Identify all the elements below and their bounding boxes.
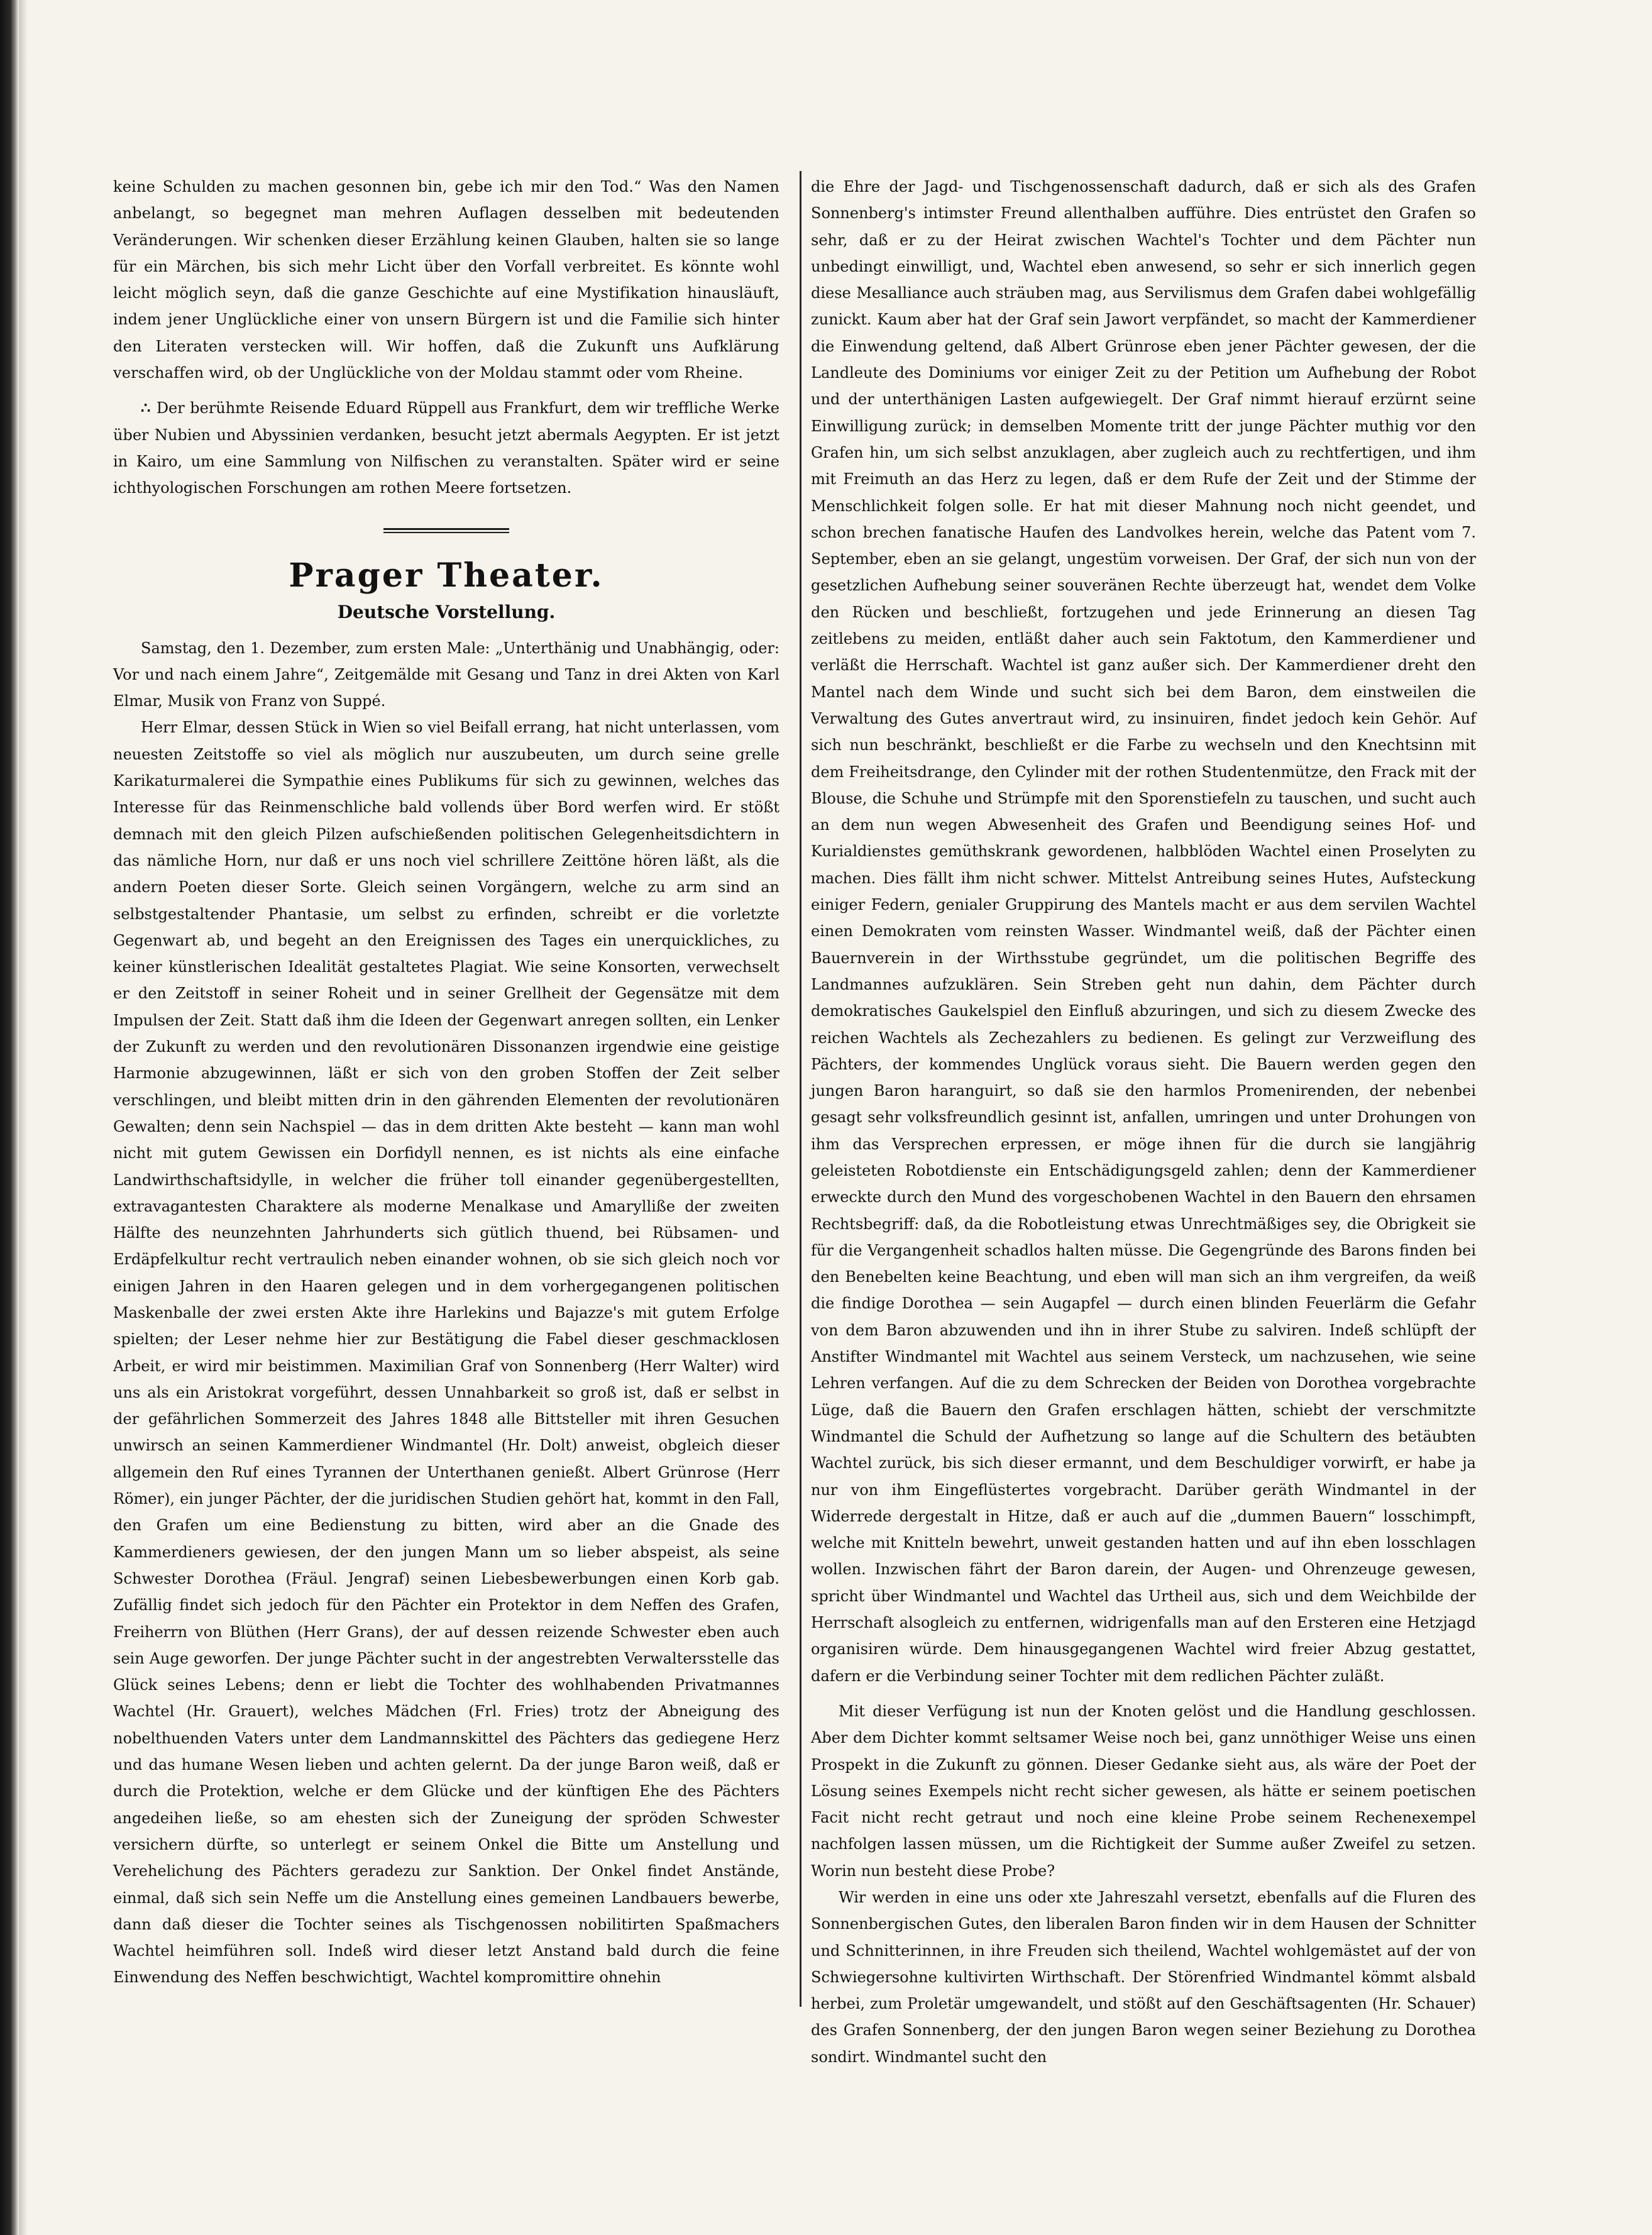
column-divider	[800, 171, 801, 2007]
section-subtitle: Deutsche Vorstellung.	[337, 601, 556, 622]
right-column	[811, 174, 1476, 2070]
section-divider	[383, 528, 509, 533]
binding-edge	[0, 0, 19, 2235]
continuation-paragraph: keine Schulden zu machen gesonnen bin, gebe ich mir den Tod.“ Was den Namen anbelangt, so begegnet man mehren Auflagen desselben mit bedeutenden Veränderungen. Wir schenken dieser Erzählung keinen Glauben, halten sie so lange für ein Märchen, bis sich mehr Licht über den Vorfall verbreitet. Es könnte wohl leicht möglich seyn, daß die ganze Geschichte auf eine Mystifikation hinausläuft, indem jener Unglückliche einer von unsern Bürgern ist und die Familie sich hinter den Literaten verstecken will. Wir hoffen, daß die Zukunft uns Aufklärung verschaffen wird, ob der Unglückliche von der Moldau stammt oder vom Rheine.	[113, 178, 779, 382]
review-paragraph-2: Mit dieser Verfügung ist nun der Knoten gelöst und die Handlung geschlossen. Aber dem Dichter kommt seltsamer Weise noch bei, ganz unnöthiger Weise uns einen Prospekt in die Zukunft zu gönnen. Dieser Gedanke sieht aus, als wäre der Poet der Lösung seines Exempels nicht recht sicher gewesen, als hätte er seinem poetischen Facit nicht recht getraut und noch eine kleine Probe seinem Rechenexempel nachfolgen lassen müssen, um die Richtigkeit der Summe außer Zweifel zu setzen. Worin nun besteht diese Probe?	[811, 1702, 1476, 1880]
section-title: Prager Theater.	[289, 556, 604, 595]
news-note	[113, 395, 779, 501]
review-paragraph-3: Wir werden in eine uns oder xte Jahreszahl versetzt, ebenfalls auf die Fluren des Sonnenbergischen Gutes, den liberalen Baron finden wir in dem Hausen der Schnitter und Schnitterinnen, in ihre Freuden sich theilend, Wachtel wohlgemästet auf der von Schwiegersohne kultivirten Wirthschaft. Der Störenfried Windmantel kömmt alsbald herbei, zum Proletär umgewandelt, und stößt auf den Geschäftsagenten (Hr. Schauer) des Grafen Sonnenberg, der den jungen Baron wegen seiner Beziehung zu Dorothea sondirt. Windmantel sucht den	[811, 1889, 1476, 2066]
note-mark: ∴	[141, 399, 151, 417]
theater-review-paragraph: Herr Elmar, dessen Stück in Wien so viel Beifall errang, hat nicht unterlassen, vom neuesten Zeitstoffe so viel als möglich nur auszubeuten, um durch seine grelle Karikaturmalerei die Sympathie eines Publikums für sich zu gewinnen, welches das Interesse für das Reinmenschliche bald vollends über Bord werfen wird. Er stößt demnach mit den gleich Pilzen aufschießenden politischen Gelegenheitsdichtern in das nämliche Horn, nur daß er uns noch viel schrillere Zeittöne hören läßt, als die andern Poeten dieser Sorte. Gleich seinen Vorgängern, welche zu arm sind an selbstgestaltender Phantasie, um selbst zu erfinden, schreibt er die vorletzte Gegenwart ab, und begeht an den Ereignissen des Tages ein unerquickliches, zu keiner künstlerischen Idealität gestaltetes Plagiat. Wie seine Konsorten, verwechselt er den Zeitstoff in seiner Roheit und in seiner Grellheit der Gegensätze mit dem Impulsen der Zeit. Statt daß ihm die Ideen der Gegenwart anregen sollten, ein Lenker der Zukunft zu werden und den revolutionären Dissonanzen irgendwie eine geistige Harmonie abzugewinnen, läßt er sich von den groben Stoffen der Zeit selber verschlingen, und bleibt mitten drin in den gährenden Elementen der revolutionären Gewalten; denn sein Nachspiel — das in dem dritten Akte besteht — kann man wohl nicht mit gutem Gewissen ein Dorfidyll nennen, es ist nichts als eine einfache Landwirthschaftsidylle, in welcher die früher toll einander gegenübergestellten, extravagantesten Charaktere als moderne Menalkase und Amarylliße der zweiten Hälfte des neunzehnten Jahrhunderts sich gütlich thuend, bei Rübsamen- und Erdäpfelkultur recht vertraulich neben einander wohnen, ob sie sich gleich noch vor einigen Jahren in den Haaren gelegen und in dem vorhergegangenen politischen Maskenballe der zwei ersten Akte ihre Harlekins und Bajazze's mit gutem Erfolge spielten; der Leser nehme hier zur Bestätigung die Fabel dieser geschmacklosen Arbeit, er wird mir beistimmen. Maximilian Graf von Sonnenberg (Herr Walter) wird uns als ein Aristokrat vorgeführt, dessen Unnahbarkeit so groß ist, daß er selbst in der gefährlichen Sommerzeit des Jahres 1848 alle Bittsteller mit ihren Gesuchen unwirsch an seinen Kammerdiener Windmantel (Hr. Dolt) anweist, obgleich dieser allgemein den Ruf eines Tyrannen der Unterthanen genießt. Albert Grünrose (Herr Römer), ein junger Pächter, der die juridischen Studien gehört hat, kommt in den Fall, den Grafen um eine Bedienstung zu bitten, wird aber an die Gnade des Kammerdieners gewiesen, der den jungen Mann um so lieber abspeist, als seine Schwester Dorothea (Fräul. Jengraf) seinen Liebesbewerbungen einen Korb gab. Zufällig findet sich jedoch für den Pächter ein Protektor in dem Neffen des Grafen, Freiherrn von Blüthen (Herr Grans), der auf dessen reizende Schwester eben auch sein Auge geworfen. Der junge Pächter sucht in der angestrebten Verwaltersstelle das Glück seines Lebens; denn er liebt die Tochter des wohlhabenden Privatmannes Wachtel (Hr. Grauert), welches Mädchen (Frl. Fries) trotz der Abneigung des nobelthuenden Vaters unter dem Landmannskittel des Pächters das gediegene Herz und das humane Wesen lieben und achten gelernt. Da der junge Baron weiß, daß er durch die Protektion, welche er dem Glücke und der künftigen Ehe des Pächters angedeihen ließe, so am ehesten sich der Zuneigung der spröden Schwester versichern dürfte, so unterlegt er seinem Onkel die Bitte um Anstellung und Verehelichung des Pächters geradezu zur Sanktion. Der Onkel findet Anstände, einmal, daß sich sein Neffe um die Anstellung eines gemeinen Landbauers bewerbe, dann daß dieser die Tochter seines als Tischgenossen nobilitirten Spaßmachers Wachtel heimführen soll. Indeß wird dieser letzt Anstand bald durch die feine Einwendung des Neffen beschwichtigt, Wachtel kompromittire ohnehin	[113, 719, 779, 1987]
review-continuation-paragraph: die Ehre der Jagd- und Tischgenossenschaft dadurch, daß er sich als des Grafen Sonnenberg's intimster Freund allenthalben aufführe. Dies entrüstet den Grafen so sehr, daß er zu der Heirat zwischen Wachtel's Tochter und dem Pächter nun unbedingt einwilligt, und, Wachtel eben anwesend, so sehr er sich innerlich gegen diese Mesalliance auch sträuben mag, aus Servilismus dem Grafen dabei wohlgefällig zunickt. Kaum aber hat der Graf sein Jawort verpfändet, so macht der Kammerdiener die Einwendung geltend, daß Albert Grünrose eben jener Pächter gewesen, der die Landleute des Dominiums vor einiger Zeit zu der Petition um Aufhebung der Robot und der unterthänigen Lasten aufgewiegelt. Der Graf nimmt hierauf erzürnt seine Einwilligung zurück; in demselben Momente tritt der junge Pächter muthig vor den Grafen hin, um sich selbst anzuklagen, aber zugleich auch zu rechtfertigen, und ihm mit Freimuth an das Herz zu legen, daß er dem Rufe der Zeit und der Stimme der Menschlichkeit folgen solle. Er hat mit dieser Mahnung noch nicht geendet, und schon brechen fanatische Haufen des Landvolkes herein, welche das Patent vom 7. September, eben an sie gelangt, ungestüm vorweisen. Der Graf, der sich nun von der gesetzlichen Aufhebung seiner souveränen Rechte überzeugt hat, wendet dem Volke den Rücken und beschließt, fortzugehen und jede Erinnerung an diesen Tag zeitlebens zu meiden, entläßt daher auch sein Faktotum, den Kammerdiener und verläßt die Herrschaft. Wachtel ist ganz außer sich. Der Kammerdiener dreht den Mantel nach dem Winde und sucht sich bei dem Baron, dem einstweilen die Verwaltung des Gutes anvertraut wird, zu insinuiren, findet jedoch kein Gehör. Auf sich nun beschränkt, beschließt er die Farbe zu wechseln und den Knechtsinn mit dem Freiheitsdrange, den Cylinder mit der rothen Studentenmütze, den Frack mit der Blouse, die Schuhe und Strümpfe mit den Sporenstiefeln zu tauschen, und sucht auch an dem nun wegen Abwesenheit des Grafen und Beendigung seines Hof- und Kurialdienstes gemüthskrank gewordenen, halbblöden Wachtel einen Proselyten zu machen. Dies fällt ihm nicht schwer. Mittelst Antreibung seines Hutes, Aufsteckung einiger Federn, genialer Gruppirung des Mantels macht er aus dem servilen Wachtel einen Demokraten vom reinsten Wasser. Windmantel weiß, daß der Pächter einen Bauernverein in der Wirthsstube gegründet, um die politischen Begriffe des Landmannes aufzuklären. Sein Streben geht nun dahin, dem Pächter durch demokratisches Gaukelspiel den Einfluß abzuringen, und sich zu diesem Zwecke des reichen Wachtels als Zechezahlers zu bedienen. Es gelingt zur Verzweiflung des Pächters, der kommendes Unglück voraus sieht. Die Bauern werden gegen den jungen Baron haranguirt, so daß sie den harmlos Promenirenden, der nebenbei gesagt sehr volksfreundlich gesinnt ist, anfallen, umringen und unter Drohungen von ihm das Versprechen erpressen, er möge ihnen für die durch sie langjährig geleisteten Robotdienste ein Entschädigungsgeld zahlen; denn der Kammerdiener erweckte durch den Mund des vorgeschobenen Wachtel in den Bauern den ehrsamen Rechtsbegriff: daß, da die Robotleistung etwas Unrechtmäßiges sey, die Obrigkeit sie für die Vergangenheit schadlos halten müsse. Die Gegengründe des Barons finden bei den Benebelten keine Beachtung, und eben will man sich an ihm vergreifen, da weiß die findige Dorothea — sein Augapfel — durch einen blinden Feuerlärm die Gefahr von dem Baron abzuwenden und ihn in ihrer Stube zu salviren. Indeß schlüpft der Anstifter Windmantel mit Wachtel aus seinem Versteck, um nachzusehen, wie seine Lehren verfangen. Auf die zu dem Schrecken der Beiden von Dorothea vorgebrachte Lüge, daß die Bauern den Grafen erschlagen hätten, schiebt der verschmitzte Windmantel die Schuld der Aufhetzung so lange auf die Schultern des betäubten Wachtel zurück, bis sich dieser ermannt, und dem Beschuldiger vorwirft, er habe ja nur von ihm Eingeflüstertes vorgebracht. Darüber geräth Windmantel in der Widerrede dergestalt in Hitze, daß er auch auf die „dummen Bauern“ losschimpft, welche mit Knitteln bewehrt, unweit gestanden hatten und auf ihn eben losschlagen wollen. Inzwischen fährt der Baron darein, der Augen- und Ohrenzeuge gewesen, spricht über Windmantel und Wachtel das Urtheil aus, sich und dem Weichbilde der Herrschaft alsogleich zu entfernen, widrigenfalls man auf den Ersteren eine Hetzjagd organisiren würde. Dem hinausgegangenen Wachtel wird freier Abzug gestattet, dafern er die Verbindung seiner Tochter mit dem redlichen Pächter zuläßt.	[811, 178, 1476, 1685]
theater-intro-paragraph: Samstag, den 1. Dezember, zum ersten Male: „Unterthänig und Unabhängig, oder: Vor und nach einem Jahre“, Zeitgemälde mit Gesang und Tanz in drei Akten von Karl Elmar, Musik von Franz von Suppé.	[113, 639, 779, 710]
binding-shadow	[19, 0, 28, 2235]
note-text: Der berühmte Reisende Eduard Rüppell aus Frankfurt, dem wir treffliche Werke über Nubien und Abyssinien verdanken, besucht jetzt abermals Aegypten. Er ist jetzt in Kairo, um eine Sammlung von Nilfischen zu veranstalten. Später wird er seine ichthyologischen Forschungen am rothen Meere fortsetzen.	[113, 399, 779, 497]
left-column	[113, 174, 779, 1991]
